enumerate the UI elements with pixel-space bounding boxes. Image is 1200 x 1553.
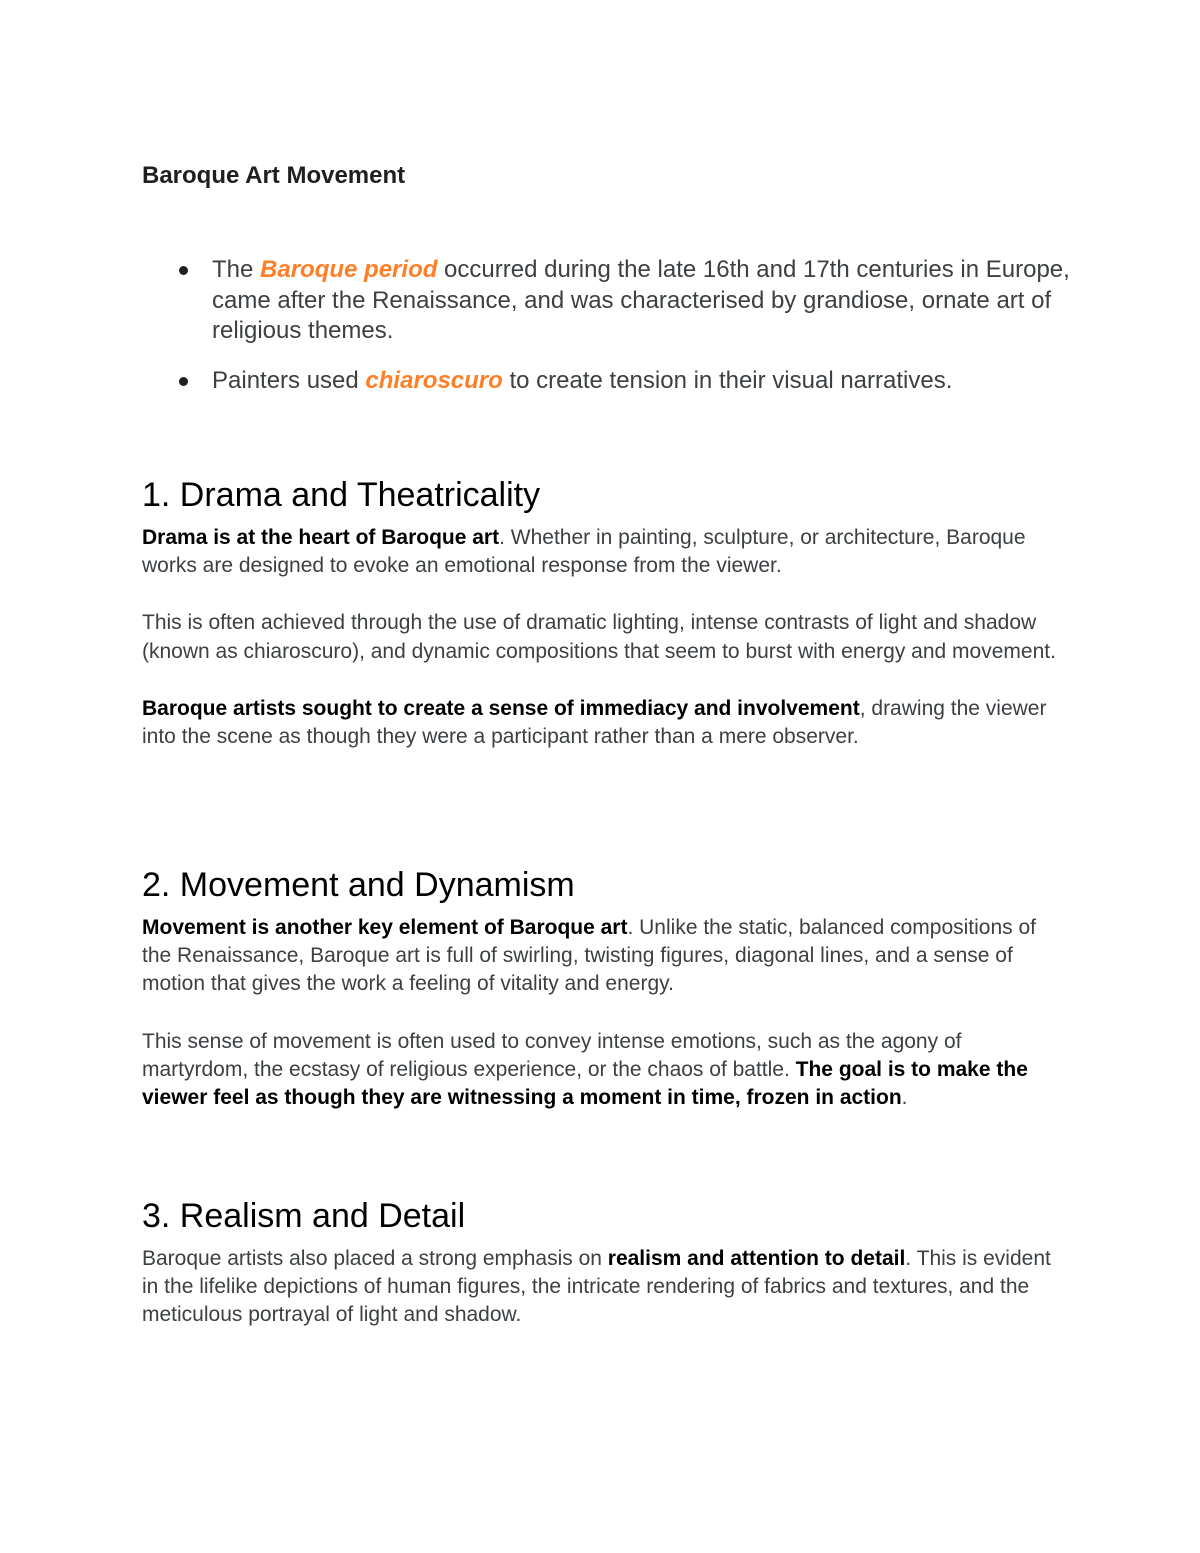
paragraph: [142, 914, 1062, 999]
section-heading: 3. Realism and Detail: [142, 1197, 466, 1235]
document-title: Baroque Art Movement: [142, 162, 406, 189]
section-movement: [142, 865, 1062, 1112]
paragraph-text: , drawing the viewer into the scene as though they were a participant rather than a mere observer.: [142, 696, 1047, 749]
paragraph-text: This sense of movement is often used to convey intense emotions, such as the agony of martyrdom, the ecstasy of religious experience, or the chaos of battle.: [142, 1029, 962, 1081]
bullet-item: [142, 366, 1082, 397]
paragraph: [142, 524, 1062, 580]
paragraph: This is often achieved through the use of dramatic lighting, intense contrasts of light and shadow (known as chiaroscuro), and dynamic compositions that seem to burst with energy and movement.: [142, 611, 1056, 663]
section-heading: 1. Drama and Theatricality: [142, 476, 541, 514]
paragraph-text: .: [901, 1086, 908, 1110]
paragraph: [142, 1028, 1062, 1113]
bullet-text-start: The: [212, 256, 261, 283]
bold-phrase: Movement is another key element of Baroque art: [142, 916, 628, 939]
paragraph-text: Baroque artists also placed a strong emphasis on: [142, 1247, 608, 1270]
paragraph: [142, 695, 1062, 751]
paragraph-text: . This is evident in the lifelike depictions of human figures, the intricate rendering of fabrics and textures, and the meticulous portrayal of light and shadow.: [142, 1247, 1051, 1327]
bullet-dot-icon: [179, 377, 188, 386]
highlight-term: chiaroscuro: [365, 366, 503, 394]
bullet-item: [142, 255, 1082, 347]
bold-phrase: realism and attention to detail: [607, 1247, 906, 1270]
section-heading: 2. Movement and Dynamism: [142, 866, 575, 904]
intro-bullet-list: [142, 255, 1082, 396]
bold-phrase: The goal is to make the viewer feel as though they are witnessing a moment in time, frozen in action: [142, 1057, 1028, 1110]
section-drama: [142, 475, 1062, 751]
paragraph: [142, 1245, 1062, 1330]
bullet-dot-icon: [179, 266, 188, 275]
bullet-text-end: to create tension in their visual narratives.: [502, 366, 953, 394]
highlight-term: Baroque period: [260, 256, 438, 283]
bullet-text-start: Painters used: [212, 366, 366, 394]
bullet-text-end: occurred during the late 16th and 17th centuries in Europe, came after the Renaissance, and was characterised by grandiose, ornate art of religious themes.: [212, 256, 1070, 344]
bold-phrase: Drama is at the heart of Baroque art: [142, 526, 500, 549]
paragraph-text: . Whether in painting, sculpture, or architecture, Baroque works are designed to evoke an emotional response from the viewer.: [142, 526, 1026, 578]
paragraph-text: . Unlike the static, balanced compositions of the Renaissance, Baroque art is full of swirling, twisting figures, diagonal lines, and a sense of motion that gives the work a feeling of vitality and energy.: [142, 916, 1037, 996]
section-realism: [142, 1196, 1062, 1330]
bold-phrase: Baroque artists sought to create a sense of immediacy and involvement: [142, 696, 860, 720]
